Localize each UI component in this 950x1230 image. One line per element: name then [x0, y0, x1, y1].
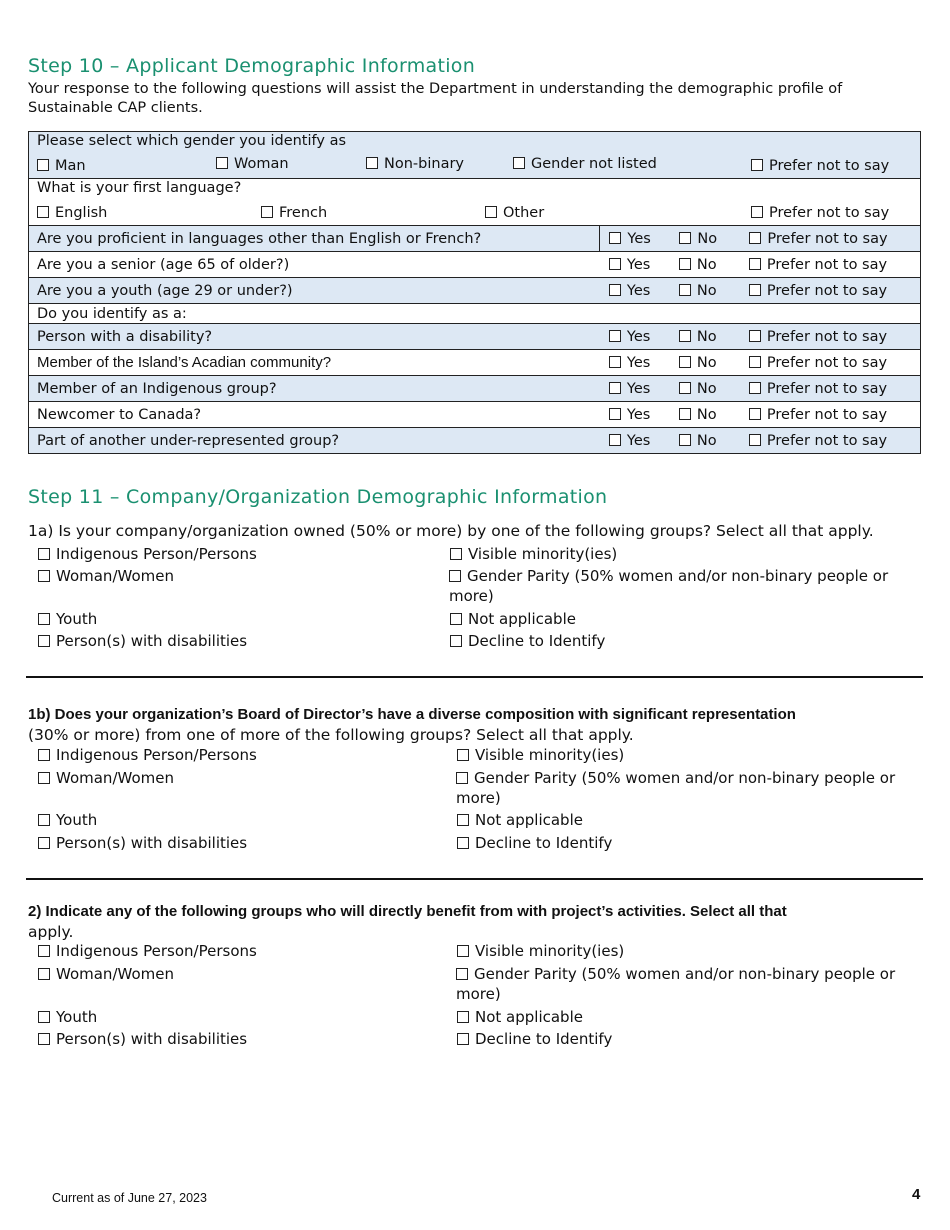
language-question: What is your first language? [37, 180, 242, 196]
prefer-not-option[interactable]: Prefer not to say [749, 283, 887, 299]
checkbox-icon[interactable] [749, 330, 761, 342]
q1b-option-decline[interactable]: Decline to Identify [457, 833, 612, 853]
prefer-not-option[interactable]: Prefer not to say [749, 231, 887, 247]
checkbox-icon[interactable] [38, 968, 50, 980]
checkbox-icon[interactable] [679, 434, 691, 446]
checkbox-icon[interactable] [609, 232, 621, 244]
q2-option-indigenous[interactable]: Indigenous Person/Persons [38, 941, 257, 961]
q1a-option-decline[interactable]: Decline to Identify [450, 631, 605, 651]
checkbox-icon[interactable] [679, 408, 691, 420]
checkbox-icon[interactable] [749, 408, 761, 420]
q1a-option-not-applicable[interactable]: Not applicable [450, 609, 576, 629]
checkbox-icon[interactable] [261, 206, 273, 218]
gender-row [29, 132, 921, 179]
youth-row [29, 278, 921, 304]
checkbox-icon[interactable] [679, 232, 691, 244]
yes-option[interactable]: Yes [609, 329, 650, 345]
checkbox-icon[interactable] [38, 772, 50, 784]
footer-date-note: Current as of June 27, 2023 [52, 1191, 207, 1205]
gender-question: Please select which gender you identify as [37, 133, 347, 149]
q2-option-women[interactable]: Woman/Women [38, 964, 174, 984]
checkbox-icon[interactable] [38, 1011, 50, 1023]
q1b-option-women[interactable]: Woman/Women [38, 768, 174, 788]
q1b-option-youth[interactable]: Youth [38, 810, 97, 830]
checkbox-icon[interactable] [609, 382, 621, 394]
checkbox-icon[interactable] [609, 408, 621, 420]
prefer-not-option[interactable]: Prefer not to say [749, 257, 887, 273]
no-option[interactable]: No [679, 355, 717, 371]
checkbox-icon[interactable] [751, 159, 763, 171]
gender-option-not-listed[interactable]: Gender not listed [513, 156, 657, 172]
checkbox-icon[interactable] [609, 434, 621, 446]
q1a-option-gender-parity[interactable]: Gender Parity (50% women and/or non-binary people or more) [449, 567, 889, 605]
checkbox-icon[interactable] [456, 968, 468, 980]
no-option[interactable]: No [679, 433, 717, 449]
question-2-rest: apply. [28, 923, 74, 941]
checkbox-icon[interactable] [37, 159, 49, 171]
question-1a: 1a) Is your company/organization owned (50% or more) by one of the following groups? Select all that apply. [28, 522, 874, 540]
disability-question: Person with a disability? [29, 324, 600, 350]
prefer-not-option[interactable]: Prefer not to say [749, 355, 887, 371]
checkbox-icon[interactable] [457, 749, 469, 761]
checkbox-icon[interactable] [679, 284, 691, 296]
q1a-option-youth[interactable]: Youth [38, 609, 97, 629]
q1a-option-disabilities[interactable]: Person(s) with disabilities [38, 631, 247, 651]
yes-option[interactable]: Yes [609, 433, 650, 449]
page-number: 4 [912, 1186, 921, 1203]
checkbox-icon[interactable] [450, 635, 462, 647]
checkbox-icon[interactable] [449, 570, 461, 582]
checkbox-icon[interactable] [37, 206, 49, 218]
q2-option-youth[interactable]: Youth [38, 1007, 97, 1027]
acadian-row [29, 350, 921, 376]
checkbox-icon[interactable] [749, 232, 761, 244]
yes-option[interactable]: Yes [609, 283, 650, 299]
language-row [29, 179, 921, 226]
checkbox-icon[interactable] [216, 157, 228, 169]
gender-option-prefer-not[interactable]: Prefer not to say [751, 158, 889, 174]
newcomer-question: Newcomer to Canada? [29, 402, 600, 428]
q1a-option-visible-minority[interactable]: Visible minority(ies) [450, 544, 617, 564]
prefer-not-option[interactable]: Prefer not to say [749, 381, 887, 397]
checkbox-icon[interactable] [457, 1033, 469, 1045]
checkbox-icon[interactable] [457, 945, 469, 957]
checkbox-icon[interactable] [749, 434, 761, 446]
other-group-row [29, 428, 921, 454]
question-1b-rest: (30% or more) from one of more of the following groups? Select all that apply. [28, 726, 634, 744]
checkbox-icon[interactable] [38, 837, 50, 849]
checkbox-icon[interactable] [679, 330, 691, 342]
q2-option-gender-parity[interactable]: Gender Parity (50% women and/or non-binary people or more) [456, 965, 896, 1003]
disability-row [29, 324, 921, 350]
q1b-option-disabilities[interactable]: Person(s) with disabilities [38, 833, 247, 853]
checkbox-icon[interactable] [609, 258, 621, 270]
step10-title: Step 10 – Applicant Demographic Information [28, 55, 476, 77]
yes-option[interactable]: Yes [609, 231, 650, 247]
no-option[interactable]: No [679, 257, 717, 273]
checkbox-icon[interactable] [38, 548, 50, 560]
checkbox-icon[interactable] [456, 772, 468, 784]
checkbox-icon[interactable] [38, 945, 50, 957]
question-1b-bold: 1b) Does your organization’s Board of Director’s have a diverse composition with significant representation [28, 706, 796, 723]
proficient-question: Are you proficient in languages other than English or French? [29, 226, 600, 252]
prefer-not-option[interactable]: Prefer not to say [749, 329, 887, 345]
q1a-option-indigenous[interactable]: Indigenous Person/Persons [38, 544, 257, 564]
newcomer-row [29, 402, 921, 428]
checkbox-icon[interactable] [751, 206, 763, 218]
checkbox-icon[interactable] [38, 613, 50, 625]
language-option-other[interactable]: Other [485, 205, 544, 221]
prefer-not-option[interactable]: Prefer not to say [749, 433, 887, 449]
yes-option[interactable]: Yes [609, 381, 650, 397]
checkbox-icon[interactable] [38, 749, 50, 761]
q2-option-decline[interactable]: Decline to Identify [457, 1029, 612, 1049]
no-option[interactable]: No [679, 407, 717, 423]
language-option-prefer-not[interactable]: Prefer not to say [751, 205, 889, 221]
checkbox-icon[interactable] [38, 814, 50, 826]
indigenous-row [29, 376, 921, 402]
checkbox-icon[interactable] [457, 1011, 469, 1023]
acadian-question: Member of the Island’s Acadian community? [29, 350, 600, 376]
question-2-bold: 2) Indicate any of the following groups who will directly benefit from with project’s activities. Select all that [28, 903, 787, 920]
yes-option[interactable]: Yes [609, 257, 650, 273]
prefer-not-option[interactable]: Prefer not to say [749, 407, 887, 423]
indigenous-question: Member of an Indigenous group? [29, 376, 600, 402]
no-option[interactable]: No [679, 283, 717, 299]
question-2 [28, 901, 920, 942]
q2-option-not-applicable[interactable]: Not applicable [457, 1007, 583, 1027]
checkbox-icon[interactable] [38, 1033, 50, 1045]
yes-option[interactable]: Yes [609, 355, 650, 371]
youth-question: Are you a youth (age 29 or under?) [29, 278, 600, 304]
applicant-demographic-table [28, 131, 921, 454]
checkbox-icon[interactable] [513, 157, 525, 169]
checkbox-icon[interactable] [38, 570, 50, 582]
other-group-question: Part of another under-represented group? [29, 428, 600, 454]
section-divider [26, 676, 923, 678]
q1b-option-gender-parity[interactable]: Gender Parity (50% women and/or non-binary people or more) [456, 769, 896, 807]
q1b-option-visible-minority[interactable]: Visible minority(ies) [457, 745, 624, 765]
gender-option-woman[interactable]: Woman [216, 156, 289, 172]
language-option-french[interactable]: French [261, 205, 327, 221]
q1b-option-not-applicable[interactable]: Not applicable [457, 810, 583, 830]
checkbox-icon[interactable] [749, 382, 761, 394]
q1b-option-indigenous[interactable]: Indigenous Person/Persons [38, 745, 257, 765]
proficient-row [29, 226, 921, 252]
checkbox-icon[interactable] [457, 814, 469, 826]
checkbox-icon[interactable] [679, 382, 691, 394]
checkbox-icon[interactable] [457, 837, 469, 849]
checkbox-icon[interactable] [679, 356, 691, 368]
no-option[interactable]: No [679, 329, 717, 345]
identify-header-row [29, 304, 921, 324]
checkbox-icon[interactable] [366, 157, 378, 169]
no-option[interactable]: No [679, 381, 717, 397]
language-option-english[interactable]: English [37, 205, 107, 221]
section-divider [26, 878, 923, 880]
step10-intro: Your response to the following questions will assist the Department in understanding the demographic profile of Sustainable CAP clients. [28, 81, 843, 116]
checkbox-icon[interactable] [749, 356, 761, 368]
senior-question: Are you a senior (age 65 of older?) [29, 252, 600, 278]
checkbox-icon[interactable] [679, 258, 691, 270]
checkbox-icon[interactable] [485, 206, 497, 218]
checkbox-icon[interactable] [38, 635, 50, 647]
checkbox-icon[interactable] [749, 258, 761, 270]
step11-title: Step 11 – Company/Organization Demographic Information [28, 486, 608, 508]
senior-row [29, 252, 921, 278]
q2-option-disabilities[interactable]: Person(s) with disabilities [38, 1029, 247, 1049]
yes-option[interactable]: Yes [609, 407, 650, 423]
checkbox-icon[interactable] [450, 613, 462, 625]
q1a-option-women[interactable]: Woman/Women [38, 566, 174, 586]
q2-option-visible-minority[interactable]: Visible minority(ies) [457, 941, 624, 961]
question-1b [28, 704, 920, 745]
checkbox-icon[interactable] [450, 548, 462, 560]
checkbox-icon[interactable] [609, 284, 621, 296]
identify-label: Do you identify as a: [29, 304, 921, 324]
no-option[interactable]: No [679, 231, 717, 247]
gender-option-man[interactable]: Man [37, 158, 86, 174]
checkbox-icon[interactable] [749, 284, 761, 296]
gender-option-non-binary[interactable]: Non-binary [366, 156, 464, 172]
checkbox-icon[interactable] [609, 356, 621, 368]
checkbox-icon[interactable] [609, 330, 621, 342]
